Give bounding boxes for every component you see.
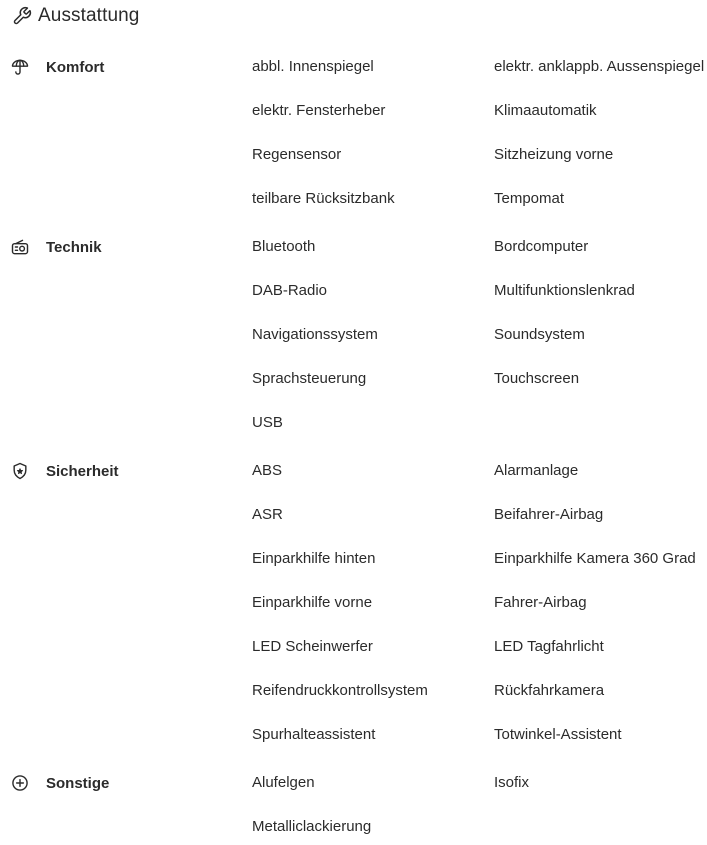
feature-item: Navigationssystem (252, 326, 378, 343)
feature-item: Isofix (494, 774, 530, 791)
feature-item: ASR (252, 506, 283, 523)
section-header-sonstige (10, 773, 110, 793)
feature-item: Bluetooth (252, 238, 316, 255)
section-label-sicherheit: Sicherheit (46, 462, 119, 480)
feature-item: Fahrer-Airbag (494, 594, 587, 611)
section-sonstige (0, 773, 707, 843)
feature-item: Multifunktionslenkrad (494, 282, 635, 299)
section-label-technik: Technik (46, 238, 102, 256)
feature-item: Sprachsteuerung (252, 370, 367, 387)
feature-item: elektr. anklappb. Aussenspiegel (494, 58, 705, 75)
section-header-sicherheit (10, 461, 119, 481)
feature-item: Regensensor (252, 146, 342, 163)
feature-item: Beifahrer-Airbag (494, 506, 604, 523)
feature-item: Soundsystem (494, 326, 585, 343)
feature-item: Einparkhilfe vorne (252, 594, 373, 611)
plus-circle-icon (10, 773, 30, 793)
feature-item: Einparkhilfe Kamera 360 Grad (494, 550, 696, 567)
feature-item: Klimaautomatik (494, 102, 597, 119)
section-sicherheit (0, 461, 707, 751)
feature-item: USB (252, 414, 283, 431)
feature-item: Spurhalteassistent (252, 726, 376, 743)
feature-item: Reifendruckkontrollsystem (252, 682, 428, 699)
feature-item: Einparkhilfe hinten (252, 550, 376, 567)
wrench-icon (12, 6, 32, 26)
feature-item: Totwinkel-Assistent (494, 726, 622, 743)
feature-item: Rückfahrkamera (494, 682, 605, 699)
feature-item: Alarmanlage (494, 462, 579, 479)
page-title-row (12, 4, 139, 28)
feature-item: LED Scheinwerfer (252, 638, 373, 655)
umbrella-icon (10, 57, 30, 77)
section-label-komfort: Komfort (46, 58, 105, 76)
feature-item: Touchscreen (494, 370, 580, 387)
feature-item: Bordcomputer (494, 238, 589, 255)
shield-star-icon (10, 461, 30, 481)
feature-item: ABS (252, 462, 283, 479)
section-label-sonstige: Sonstige (46, 774, 110, 792)
feature-item: teilbare Rücksitzbank (252, 190, 395, 207)
feature-item: Sitzheizung vorne (494, 146, 614, 163)
feature-item: LED Tagfahrlicht (494, 638, 604, 655)
feature-item: Alufelgen (252, 774, 315, 791)
page-title: Ausstattung (38, 5, 140, 26)
section-komfort (0, 57, 707, 217)
feature-item: elektr. Fensterheber (252, 102, 386, 119)
feature-item: DAB-Radio (252, 282, 328, 299)
feature-item: Metalliclackierung (252, 818, 372, 835)
section-header-komfort (10, 57, 105, 77)
radio-icon (10, 237, 30, 257)
section-header-technik (10, 237, 102, 257)
feature-item: abbl. Innenspiegel (252, 58, 374, 75)
section-technik (0, 237, 707, 437)
feature-item: Tempomat (494, 190, 565, 207)
